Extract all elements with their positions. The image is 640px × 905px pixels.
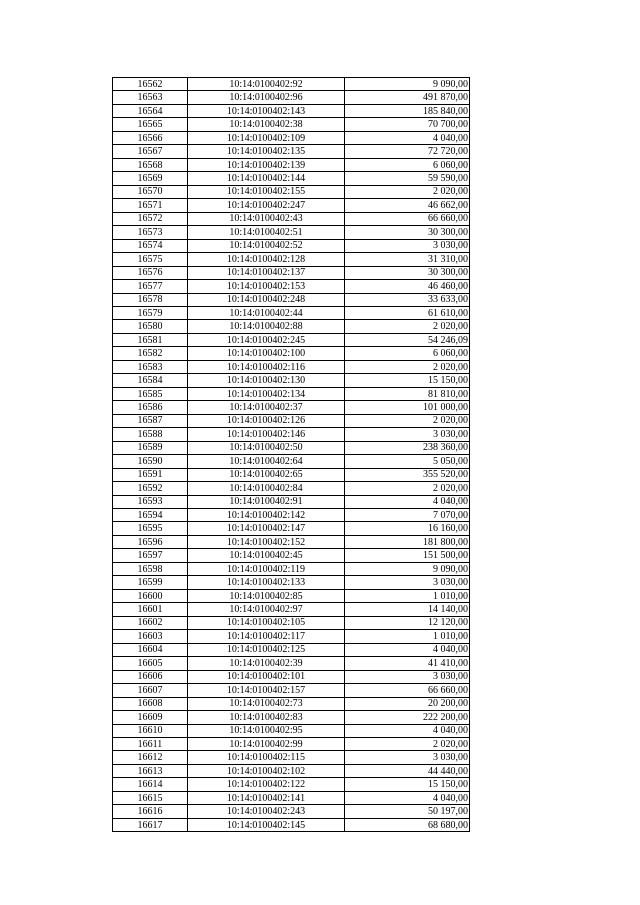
table-row <box>113 724 470 737</box>
amount-cell: 4 040,00 <box>345 724 470 737</box>
cadastral-number-cell: 10:14:0100402:145 <box>188 818 345 831</box>
amount-cell: 5 050,00 <box>345 455 470 468</box>
amount-cell: 30 300,00 <box>345 226 470 239</box>
amount-cell: 54 246,09 <box>345 333 470 346</box>
amount-cell: 68 680,00 <box>345 818 470 831</box>
table-row <box>113 158 470 171</box>
table-row <box>113 589 470 602</box>
cadastral-number-cell: 10:14:0100402:152 <box>188 535 345 548</box>
row-number-cell: 16597 <box>113 549 188 562</box>
cadastral-number-cell: 10:14:0100402:84 <box>188 482 345 495</box>
cadastral-number-cell: 10:14:0100402:50 <box>188 441 345 454</box>
amount-cell: 3 030,00 <box>345 428 470 441</box>
amount-cell: 7 070,00 <box>345 509 470 522</box>
cadastral-number-cell: 10:14:0100402:52 <box>188 239 345 252</box>
cadastral-number-cell: 10:14:0100402:88 <box>188 320 345 333</box>
row-number-cell: 16600 <box>113 589 188 602</box>
row-number-cell: 16584 <box>113 374 188 387</box>
amount-cell: 2 020,00 <box>345 320 470 333</box>
row-number-cell: 16611 <box>113 737 188 750</box>
cadastral-number-cell: 10:14:0100402:243 <box>188 805 345 818</box>
cadastral-number-cell: 10:14:0100402:100 <box>188 347 345 360</box>
amount-cell: 46 460,00 <box>345 280 470 293</box>
cadastral-number-cell: 10:14:0100402:141 <box>188 791 345 804</box>
cadastral-number-cell: 10:14:0100402:245 <box>188 333 345 346</box>
table-row <box>113 778 470 791</box>
cadastral-number-cell: 10:14:0100402:37 <box>188 401 345 414</box>
amount-cell: 15 150,00 <box>345 374 470 387</box>
row-number-cell: 16598 <box>113 562 188 575</box>
amount-cell: 30 300,00 <box>345 266 470 279</box>
table-row <box>113 522 470 535</box>
cadastral-number-cell: 10:14:0100402:126 <box>188 414 345 427</box>
amount-cell: 6 060,00 <box>345 158 470 171</box>
table-row <box>113 293 470 306</box>
table-row <box>113 347 470 360</box>
cadastral-number-cell: 10:14:0100402:43 <box>188 212 345 225</box>
table-row <box>113 670 470 683</box>
cadastral-number-cell: 10:14:0100402:45 <box>188 549 345 562</box>
cadastral-number-cell: 10:14:0100402:130 <box>188 374 345 387</box>
table-row <box>113 78 470 91</box>
amount-cell: 41 410,00 <box>345 657 470 670</box>
amount-cell: 185 840,00 <box>345 104 470 117</box>
amount-cell: 1 010,00 <box>345 630 470 643</box>
cadastral-number-cell: 10:14:0100402:153 <box>188 280 345 293</box>
table-row <box>113 266 470 279</box>
amount-cell: 61 610,00 <box>345 306 470 319</box>
table-row <box>113 818 470 831</box>
table-row <box>113 441 470 454</box>
table-row <box>113 603 470 616</box>
table-row <box>113 630 470 643</box>
row-number-cell: 16566 <box>113 131 188 144</box>
row-number-cell: 16582 <box>113 347 188 360</box>
row-number-cell: 16576 <box>113 266 188 279</box>
table-row <box>113 131 470 144</box>
table-row <box>113 104 470 117</box>
row-number-cell: 16591 <box>113 468 188 481</box>
table-row <box>113 764 470 777</box>
cadastral-number-cell: 10:14:0100402:147 <box>188 522 345 535</box>
cadastral-number-cell: 10:14:0100402:133 <box>188 576 345 589</box>
row-number-cell: 16590 <box>113 455 188 468</box>
row-number-cell: 16565 <box>113 118 188 131</box>
table-row <box>113 791 470 804</box>
table-row <box>113 468 470 481</box>
amount-cell: 81 810,00 <box>345 387 470 400</box>
table-row <box>113 576 470 589</box>
amount-cell: 3 030,00 <box>345 670 470 683</box>
amount-cell: 20 200,00 <box>345 697 470 710</box>
table-row <box>113 306 470 319</box>
row-number-cell: 16571 <box>113 199 188 212</box>
row-number-cell: 16570 <box>113 185 188 198</box>
cadastral-number-cell: 10:14:0100402:146 <box>188 428 345 441</box>
row-number-cell: 16596 <box>113 535 188 548</box>
amount-cell: 238 360,00 <box>345 441 470 454</box>
table-row <box>113 535 470 548</box>
row-number-cell: 16587 <box>113 414 188 427</box>
amount-cell: 66 660,00 <box>345 684 470 697</box>
row-number-cell: 16616 <box>113 805 188 818</box>
cadastral-number-cell: 10:14:0100402:144 <box>188 172 345 185</box>
cadastral-number-cell: 10:14:0100402:117 <box>188 630 345 643</box>
cadastral-number-cell: 10:14:0100402:247 <box>188 199 345 212</box>
cadastral-number-cell: 10:14:0100402:44 <box>188 306 345 319</box>
amount-cell: 50 197,00 <box>345 805 470 818</box>
row-number-cell: 16577 <box>113 280 188 293</box>
cadastral-number-cell: 10:14:0100402:83 <box>188 711 345 724</box>
amount-cell: 70 700,00 <box>345 118 470 131</box>
row-number-cell: 16588 <box>113 428 188 441</box>
amount-cell: 151 500,00 <box>345 549 470 562</box>
row-number-cell: 16614 <box>113 778 188 791</box>
amount-cell: 33 633,00 <box>345 293 470 306</box>
cadastral-number-cell: 10:14:0100402:139 <box>188 158 345 171</box>
row-number-cell: 16581 <box>113 333 188 346</box>
cadastral-number-cell: 10:14:0100402:51 <box>188 226 345 239</box>
row-number-cell: 16613 <box>113 764 188 777</box>
cadastral-number-cell: 10:14:0100402:116 <box>188 360 345 373</box>
cadastral-number-cell: 10:14:0100402:135 <box>188 145 345 158</box>
cadastral-number-cell: 10:14:0100402:91 <box>188 495 345 508</box>
table-row <box>113 280 470 293</box>
amount-cell: 101 000,00 <box>345 401 470 414</box>
row-number-cell: 16605 <box>113 657 188 670</box>
cadastral-number-cell: 10:14:0100402:92 <box>188 78 345 91</box>
row-number-cell: 16563 <box>113 91 188 104</box>
amount-cell: 181 800,00 <box>345 535 470 548</box>
table-row <box>113 185 470 198</box>
cadastral-number-cell: 10:14:0100402:65 <box>188 468 345 481</box>
cadastral-number-cell: 10:14:0100402:64 <box>188 455 345 468</box>
amount-cell: 44 440,00 <box>345 764 470 777</box>
table-row <box>113 805 470 818</box>
table-row <box>113 495 470 508</box>
cadastral-number-cell: 10:14:0100402:85 <box>188 589 345 602</box>
cadastral-number-cell: 10:14:0100402:125 <box>188 643 345 656</box>
cadastral-number-cell: 10:14:0100402:134 <box>188 387 345 400</box>
cadastral-number-cell: 10:14:0100402:115 <box>188 751 345 764</box>
table-row <box>113 455 470 468</box>
table-row <box>113 643 470 656</box>
amount-cell: 6 060,00 <box>345 347 470 360</box>
table-row <box>113 482 470 495</box>
table-row <box>113 414 470 427</box>
cadastral-number-cell: 10:14:0100402:105 <box>188 616 345 629</box>
table-row <box>113 226 470 239</box>
row-number-cell: 16599 <box>113 576 188 589</box>
row-number-cell: 16592 <box>113 482 188 495</box>
row-number-cell: 16574 <box>113 239 188 252</box>
table-row <box>113 657 470 670</box>
row-number-cell: 16575 <box>113 253 188 266</box>
table-row <box>113 118 470 131</box>
row-number-cell: 16608 <box>113 697 188 710</box>
row-number-cell: 16607 <box>113 684 188 697</box>
amount-cell: 46 662,00 <box>345 199 470 212</box>
row-number-cell: 16580 <box>113 320 188 333</box>
table-row <box>113 509 470 522</box>
document-page <box>112 77 468 832</box>
cadastral-number-cell: 10:14:0100402:99 <box>188 737 345 750</box>
row-number-cell: 16612 <box>113 751 188 764</box>
row-number-cell: 16595 <box>113 522 188 535</box>
amount-cell: 355 520,00 <box>345 468 470 481</box>
cadastral-number-cell: 10:14:0100402:97 <box>188 603 345 616</box>
row-number-cell: 16578 <box>113 293 188 306</box>
table-row <box>113 239 470 252</box>
table-row <box>113 401 470 414</box>
amount-cell: 66 660,00 <box>345 212 470 225</box>
amount-cell: 15 150,00 <box>345 778 470 791</box>
row-number-cell: 16585 <box>113 387 188 400</box>
row-number-cell: 16579 <box>113 306 188 319</box>
cadastral-number-cell: 10:14:0100402:95 <box>188 724 345 737</box>
table-row <box>113 91 470 104</box>
table-row <box>113 549 470 562</box>
row-number-cell: 16617 <box>113 818 188 831</box>
table-row <box>113 697 470 710</box>
cadastral-number-cell: 10:14:0100402:143 <box>188 104 345 117</box>
table-row <box>113 737 470 750</box>
amount-cell: 3 030,00 <box>345 751 470 764</box>
amount-cell: 59 590,00 <box>345 172 470 185</box>
amount-cell: 491 870,00 <box>345 91 470 104</box>
row-number-cell: 16615 <box>113 791 188 804</box>
amount-cell: 3 030,00 <box>345 239 470 252</box>
row-number-cell: 16603 <box>113 630 188 643</box>
amount-cell: 14 140,00 <box>345 603 470 616</box>
table-row <box>113 145 470 158</box>
cadastral-number-cell: 10:14:0100402:122 <box>188 778 345 791</box>
cadastral-number-cell: 10:14:0100402:155 <box>188 185 345 198</box>
cadastral-number-cell: 10:14:0100402:109 <box>188 131 345 144</box>
row-number-cell: 16594 <box>113 509 188 522</box>
table-row <box>113 172 470 185</box>
row-number-cell: 16573 <box>113 226 188 239</box>
row-number-cell: 16586 <box>113 401 188 414</box>
ledger-table-body <box>113 78 470 832</box>
table-row <box>113 751 470 764</box>
row-number-cell: 16601 <box>113 603 188 616</box>
amount-cell: 2 020,00 <box>345 737 470 750</box>
row-number-cell: 16593 <box>113 495 188 508</box>
cadastral-number-cell: 10:14:0100402:38 <box>188 118 345 131</box>
ledger-table <box>112 77 470 832</box>
row-number-cell: 16604 <box>113 643 188 656</box>
amount-cell: 3 030,00 <box>345 576 470 589</box>
amount-cell: 31 310,00 <box>345 253 470 266</box>
amount-cell: 9 090,00 <box>345 78 470 91</box>
amount-cell: 1 010,00 <box>345 589 470 602</box>
cadastral-number-cell: 10:14:0100402:102 <box>188 764 345 777</box>
row-number-cell: 16569 <box>113 172 188 185</box>
table-row <box>113 684 470 697</box>
row-number-cell: 16564 <box>113 104 188 117</box>
cadastral-number-cell: 10:14:0100402:142 <box>188 509 345 522</box>
table-row <box>113 616 470 629</box>
cadastral-number-cell: 10:14:0100402:119 <box>188 562 345 575</box>
table-row <box>113 711 470 724</box>
table-row <box>113 428 470 441</box>
amount-cell: 72 720,00 <box>345 145 470 158</box>
table-row <box>113 333 470 346</box>
row-number-cell: 16572 <box>113 212 188 225</box>
amount-cell: 2 020,00 <box>345 414 470 427</box>
amount-cell: 2 020,00 <box>345 360 470 373</box>
table-row <box>113 562 470 575</box>
amount-cell: 4 040,00 <box>345 791 470 804</box>
cadastral-number-cell: 10:14:0100402:73 <box>188 697 345 710</box>
amount-cell: 9 090,00 <box>345 562 470 575</box>
amount-cell: 16 160,00 <box>345 522 470 535</box>
table-row <box>113 387 470 400</box>
table-row <box>113 199 470 212</box>
amount-cell: 222 200,00 <box>345 711 470 724</box>
amount-cell: 4 040,00 <box>345 495 470 508</box>
cadastral-number-cell: 10:14:0100402:101 <box>188 670 345 683</box>
amount-cell: 4 040,00 <box>345 131 470 144</box>
row-number-cell: 16567 <box>113 145 188 158</box>
amount-cell: 4 040,00 <box>345 643 470 656</box>
cadastral-number-cell: 10:14:0100402:39 <box>188 657 345 670</box>
table-row <box>113 360 470 373</box>
cadastral-number-cell: 10:14:0100402:137 <box>188 266 345 279</box>
row-number-cell: 16562 <box>113 78 188 91</box>
row-number-cell: 16609 <box>113 711 188 724</box>
table-row <box>113 374 470 387</box>
table-row <box>113 253 470 266</box>
row-number-cell: 16602 <box>113 616 188 629</box>
table-row <box>113 320 470 333</box>
table-row <box>113 212 470 225</box>
cadastral-number-cell: 10:14:0100402:248 <box>188 293 345 306</box>
amount-cell: 2 020,00 <box>345 482 470 495</box>
row-number-cell: 16589 <box>113 441 188 454</box>
row-number-cell: 16606 <box>113 670 188 683</box>
cadastral-number-cell: 10:14:0100402:128 <box>188 253 345 266</box>
amount-cell: 12 120,00 <box>345 616 470 629</box>
amount-cell: 2 020,00 <box>345 185 470 198</box>
row-number-cell: 16568 <box>113 158 188 171</box>
row-number-cell: 16610 <box>113 724 188 737</box>
cadastral-number-cell: 10:14:0100402:96 <box>188 91 345 104</box>
row-number-cell: 16583 <box>113 360 188 373</box>
cadastral-number-cell: 10:14:0100402:157 <box>188 684 345 697</box>
